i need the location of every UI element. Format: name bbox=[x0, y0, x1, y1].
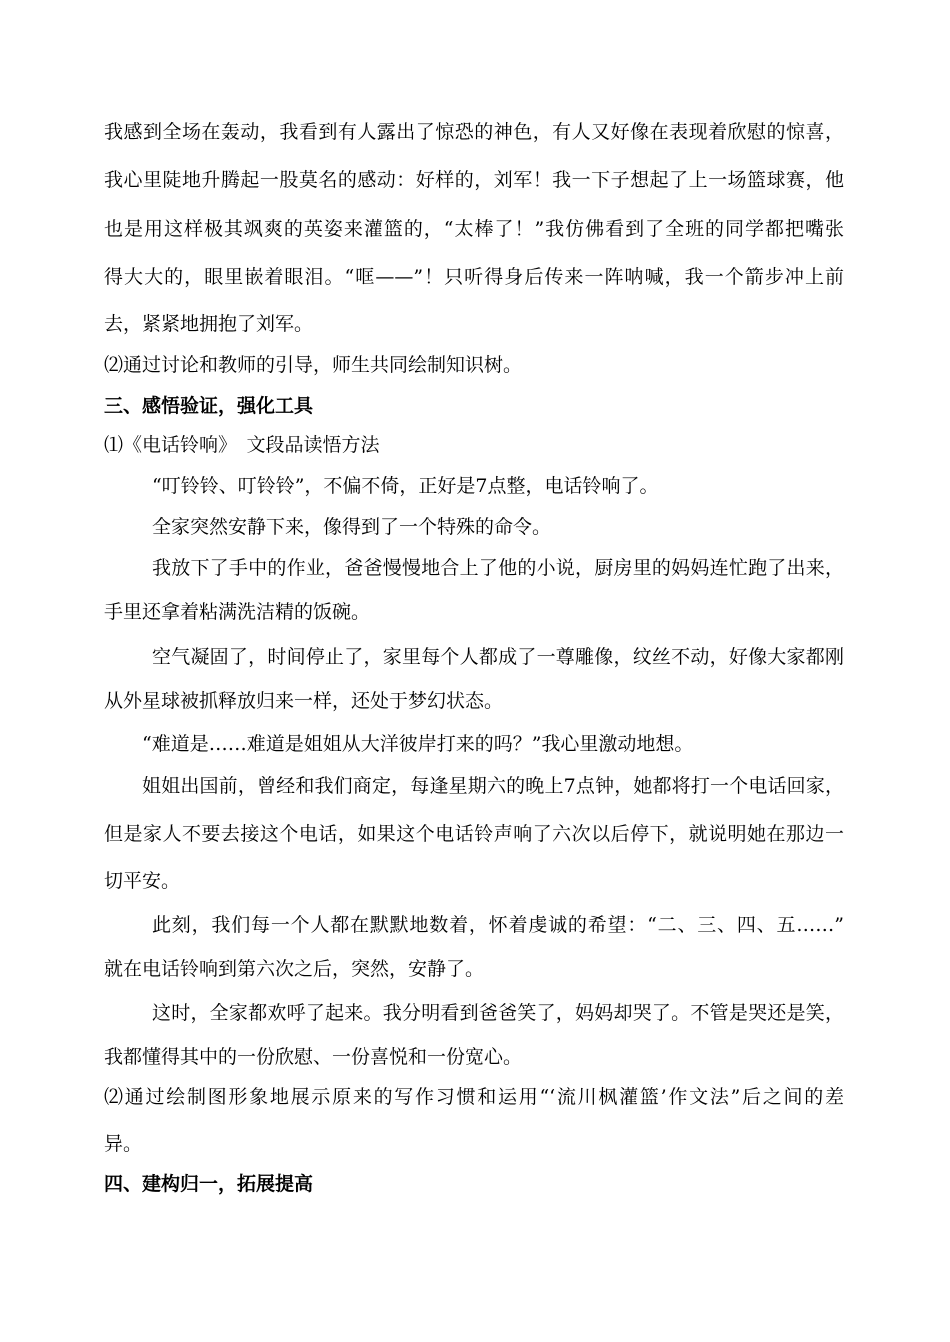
paragraph-line: 此刻，我们每一个人都在默默地数着，怀着虔诚的希望：“二、三、四、五……” bbox=[152, 914, 844, 936]
paragraph-line: 这时，全家都欢呼了起来。我分明看到爸爸笑了，妈妈却哭了。不管是哭还是笑， bbox=[152, 1002, 844, 1024]
paragraph-line: “叮铃铃、叮铃铃”，不偏不倚，正好是7点整，电话铃响了。 bbox=[152, 475, 659, 497]
list-item: ⑴《电话铃响》 文段品读悟方法 bbox=[104, 434, 380, 456]
paragraph-line: 我都懂得其中的一份欣慰、一份喜悦和一份宽心。 bbox=[104, 1046, 523, 1068]
paragraph-line: 切平安。 bbox=[104, 870, 181, 892]
paragraph-line: 我放下了手中的作业，爸爸慢慢地合上了他的小说，厨房里的妈妈连忙跑了出来， bbox=[152, 557, 844, 579]
section-heading: 三、感悟验证，强化工具 bbox=[104, 395, 314, 417]
paragraph-line: 我感到全场在轰动，我看到有人露出了惊恐的神色，有人又好像在表现着欣慰的惊喜， bbox=[104, 121, 844, 143]
paragraph-line: 手里还拿着粘满洗洁精的饭碗。 bbox=[104, 601, 371, 623]
paragraph-line: 全家突然安静下来，像得到了一个特殊的命令。 bbox=[152, 516, 552, 538]
paragraph-line: 就在电话铃响到第六次之后，突然，安静了。 bbox=[104, 958, 485, 980]
list-item: 异。 bbox=[104, 1133, 143, 1155]
paragraph-line: 得大大的，眼里嵌着眼泪。“哐——”！只听得身后传来一阵呐喊，我一个箭步冲上前 bbox=[104, 266, 844, 288]
paragraph-line: 但是家人不要去接这个电话，如果这个电话铃声响了六次以后停下，就说明她在那边一 bbox=[104, 823, 844, 845]
paragraph-line: 也是用这样极其飒爽的英姿来灌篮的，“太棒了！”我仿佛看到了全班的同学都把嘴张 bbox=[104, 218, 844, 240]
paragraph-line: 姐姐出国前，曾经和我们商定，每逢星期六的晚上7点钟，她都将打一个电话回家， bbox=[142, 775, 844, 797]
paragraph-line: 去，紧紧地拥抱了刘军。 bbox=[104, 313, 314, 335]
paragraph-line: 空气凝固了，时间停止了，家里每个人都成了一尊雕像，纹丝不动，好像大家都刚 bbox=[152, 646, 844, 668]
paragraph-line: 我心里陡地升腾起一股莫名的感动：好样的，刘军！我一下子想起了上一场篮球赛，他 bbox=[104, 169, 844, 191]
list-item: ⑵通过绘制图形象地展示原来的写作习惯和运用“‘流川枫灌篮’作文法”后之间的差 bbox=[104, 1086, 844, 1108]
section-heading: 四、建构归一，拓展提高 bbox=[104, 1173, 314, 1195]
paragraph-line: “难道是……难道是姐姐从大洋彼岸打来的吗？”我心里激动地想。 bbox=[142, 733, 694, 755]
list-item: ⑵通过讨论和教师的引导，师生共同绘制知识树。 bbox=[104, 354, 523, 376]
paragraph-line: 从外星球被抓释放归来一样，还处于梦幻状态。 bbox=[104, 690, 504, 712]
